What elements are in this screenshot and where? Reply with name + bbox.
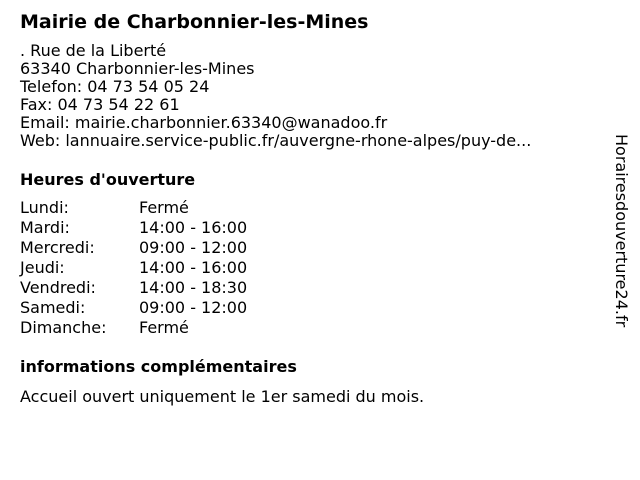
additional-info-text: Accueil ouvert uniquement le 1er samedi du mois. <box>20 387 425 406</box>
fax-number: Fax: 04 73 54 22 61 <box>20 95 180 114</box>
additional-info-heading: informations complémentaires <box>20 357 297 376</box>
day-label: Samedi: <box>20 298 86 317</box>
opening-hours-table <box>20 198 600 338</box>
hours-row-friday <box>20 278 600 298</box>
phone-number: Telefon: 04 73 54 05 24 <box>20 77 210 96</box>
day-label: Lundi: <box>20 198 69 217</box>
opening-hours-heading: Heures d'ouverture <box>20 170 196 189</box>
day-label: Dimanche: <box>20 318 107 337</box>
hours-row-monday <box>20 198 600 218</box>
time-value: Fermé <box>139 318 189 337</box>
time-value: 09:00 - 12:00 <box>139 298 248 317</box>
email-address: Email: mairie.charbonnier.63340@wanadoo.fr <box>20 113 388 132</box>
business-card <box>20 8 600 407</box>
hours-row-thursday <box>20 258 600 278</box>
day-label: Mercredi: <box>20 238 95 257</box>
hours-row-tuesday <box>20 218 600 238</box>
time-value: 14:00 - 16:00 <box>139 218 248 237</box>
contact-block <box>20 42 600 150</box>
day-label: Jeudi: <box>20 258 65 277</box>
address-street: . Rue de la Liberté <box>20 41 167 60</box>
day-label: Mardi: <box>20 218 70 237</box>
website-url: Web: lannuaire.service-public.fr/auvergne-rhone-alpes/puy-de... <box>20 131 532 150</box>
page-title: Mairie de Charbonnier-les-Mines <box>20 11 369 33</box>
time-value: 14:00 - 18:30 <box>139 278 248 297</box>
time-value: Fermé <box>139 198 189 217</box>
hours-row-wednesday <box>20 238 600 258</box>
day-label: Vendredi: <box>20 278 96 297</box>
time-value: 09:00 - 12:00 <box>139 238 248 257</box>
hours-row-sunday <box>20 318 600 338</box>
address-city: 63340 Charbonnier-les-Mines <box>20 59 255 78</box>
site-watermark: Horairesdouverture24.fr <box>612 134 631 328</box>
hours-row-saturday <box>20 298 600 318</box>
time-value: 14:00 - 16:00 <box>139 258 248 277</box>
